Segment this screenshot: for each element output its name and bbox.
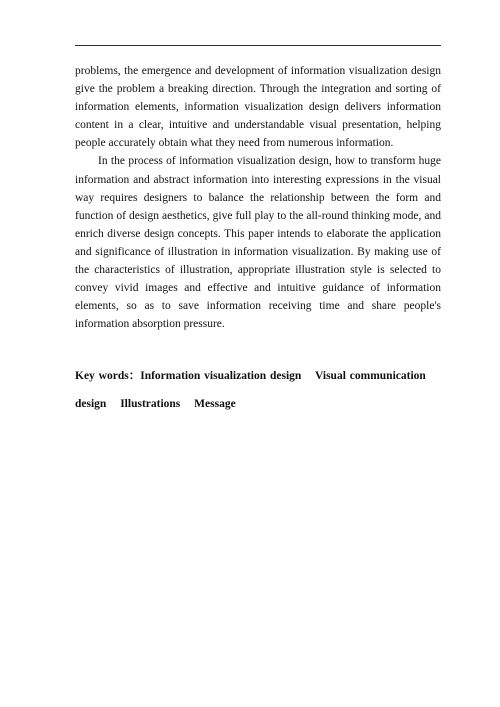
keywords-label: Key words： (75, 370, 141, 382)
keywords-block (75, 362, 441, 418)
keyword-term: Visual communication design (75, 370, 426, 410)
keyword-term: Illustrations (120, 398, 181, 410)
header-rule (75, 45, 441, 46)
paragraph-continuation: problems, the emergence and development of information visualization design give the problem a breaking direction. Through the integration and sorting of information elements, information visualization design delivers information content in a clear, intuitive and understandable visual presentation, helping people accurately obtain what they need from numerous information. (75, 65, 441, 150)
abstract-body (75, 62, 441, 333)
keyword-term: Message (194, 398, 236, 410)
keyword-term: Information visualization design (140, 370, 302, 382)
paragraph-main: In the process of information visualization design, how to transform huge information and abstract information into interesting expressions in the visual way requires designers to balance the relationship between the form and function of design aesthetics, give full play to the all-round thinking mode, and enrich diverse design concepts. This paper intends to elaborate the application and significance of illustration in information visualization. By making use of the characteristics of illustration, appropriate illustration style is selected to convey vivid images and effective and intuitive guidance of information elements, so as to save information receiving time and share people's information absorption pressure. (75, 155, 441, 331)
